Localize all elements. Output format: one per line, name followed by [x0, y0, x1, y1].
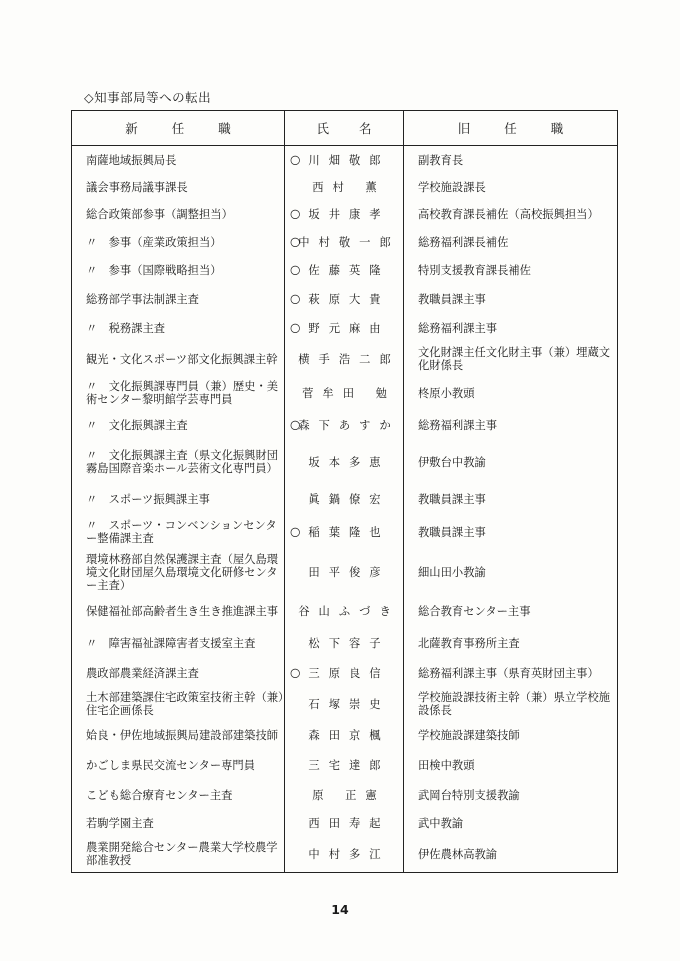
new-appointment-mark: ○	[290, 665, 301, 680]
name-cell	[285, 658, 404, 688]
person-name: 田平俊彦	[308, 565, 390, 579]
new-post-cell: 〃 文化振興課主査（県文化振興財団霧島国際音楽ホール芸術文化専門員）	[86, 449, 279, 475]
table-row	[72, 688, 618, 720]
table-row	[72, 284, 618, 314]
old-post-cell: 特別支援教育課長補佐	[404, 256, 618, 284]
name-cell	[285, 720, 404, 750]
table-row	[72, 594, 618, 628]
person-name: 森下あすか	[298, 418, 400, 432]
name-cell	[285, 484, 404, 514]
person-name: 森田京楓	[308, 728, 390, 742]
person-name: 西田寿起	[308, 816, 390, 830]
personnel-table	[71, 110, 618, 873]
table-row	[72, 256, 618, 284]
old-post-cell: 学校施設課長	[404, 174, 618, 200]
person-name: 菅牟田 勉	[302, 386, 396, 400]
new-appointment-mark: ○	[290, 152, 301, 167]
new-post-cell: 農政部農業経済課主査	[86, 666, 199, 680]
new-post-cell: 姶良・伊佐地域振興局建設部建築技師	[86, 728, 279, 742]
person-name: 西村 薫	[312, 180, 386, 194]
new-post-cell: 〃 税務課主査	[86, 321, 166, 335]
old-post-cell: 副教育長	[404, 146, 618, 175]
old-post-cell: 総合教育センター主事	[404, 594, 618, 628]
person-name: 坂井康孝	[308, 207, 390, 221]
name-cell	[285, 550, 404, 594]
name-cell	[285, 376, 404, 410]
old-post-cell: 田検中教頭	[404, 750, 618, 780]
old-post-cell: 武中教諭	[404, 810, 618, 836]
old-post-cell: 学校施設課技術主幹（兼）県立学校施設係長	[404, 688, 618, 720]
new-post-cell: 〃 スポーツ振興課主事	[86, 492, 210, 506]
table-row	[72, 810, 618, 836]
person-name: 松下容子	[308, 636, 390, 650]
new-appointment-mark: ○	[290, 291, 301, 306]
table-row	[72, 484, 618, 514]
name-cell	[285, 810, 404, 836]
header-row	[72, 111, 618, 146]
person-name: 坂本多恵	[308, 455, 390, 469]
old-post-cell: 高校教育課長補佐（高校振興担当）	[404, 200, 618, 228]
new-post-cell: 土木部建築課住宅政策室技術主幹（兼）住宅企画係長	[86, 691, 284, 717]
table-row	[72, 200, 618, 228]
old-post-cell: 教職員課主事	[404, 484, 618, 514]
person-name: 横手浩二郎	[298, 352, 400, 366]
old-post-cell: 柊原小教頭	[404, 376, 618, 410]
new-appointment-mark: ○	[290, 206, 301, 221]
new-post-cell: かごしま県民交流センター専門員	[86, 758, 256, 772]
person-name: 中村敬一郎	[298, 235, 400, 249]
person-name: 谷山ふづき	[298, 604, 400, 618]
new-appointment-mark: ○	[290, 320, 301, 335]
header-new-post: 新任職	[72, 111, 285, 146]
table-row	[72, 514, 618, 550]
table-row	[72, 780, 618, 810]
new-appointment-mark: ○	[290, 262, 301, 277]
name-cell	[285, 342, 404, 376]
new-post-cell: 観光・文化スポーツ部文化振興課主幹	[86, 352, 278, 366]
person-name: 稲葉隆也	[308, 525, 390, 539]
new-post-cell: 農業開発総合センター農業大学校農学部准教授	[86, 841, 278, 867]
old-post-cell: 教職員課主事	[404, 514, 618, 550]
new-post-cell: 議会事務局議事課長	[86, 180, 188, 194]
name-cell	[285, 284, 404, 314]
table-row	[72, 836, 618, 873]
person-name: 三原良信	[308, 666, 390, 680]
table-row	[72, 628, 618, 658]
new-post-cell: 環境林務部自然保護課主査（屋久島環境文化財団屋久島環境文化研修センター主査）	[86, 552, 279, 592]
person-name: 中村多江	[308, 847, 390, 861]
table-row	[72, 658, 618, 688]
old-post-cell: 武岡台特別支援教諭	[404, 780, 618, 810]
old-post-cell: 総務福利課主事	[404, 410, 618, 440]
name-cell	[285, 314, 404, 342]
table-row	[72, 174, 618, 200]
name-cell	[285, 594, 404, 628]
new-post-cell: 南薩地域振興局長	[86, 153, 177, 167]
new-appointment-mark: ○	[290, 524, 301, 539]
person-name: 萩原大貴	[308, 292, 390, 306]
old-post-cell: 伊敷台中教諭	[404, 440, 618, 484]
new-appointment-mark: ○	[290, 417, 301, 432]
old-post-cell: 伊佐農林高教諭	[404, 836, 618, 873]
old-post-cell: 学校施設課建築技師	[404, 720, 618, 750]
table-row	[72, 410, 618, 440]
header-name: 氏名	[285, 111, 404, 146]
name-cell	[285, 256, 404, 284]
person-name: 野元麻由	[308, 321, 390, 335]
name-cell	[285, 514, 404, 550]
old-post-cell: 総務福利課主事（県育英財団主事）	[404, 658, 618, 688]
new-post-cell: 総務部学事法制課主査	[86, 292, 199, 306]
old-post-cell: 教職員課主事	[404, 284, 618, 314]
table-row	[72, 314, 618, 342]
section-title: ◇知事部局等への転出	[84, 90, 212, 105]
name-cell	[285, 146, 404, 175]
table-row	[72, 720, 618, 750]
person-name: 佐藤英隆	[308, 263, 390, 277]
table-row	[72, 376, 618, 410]
old-post-cell: 総務福利課長補佐	[404, 228, 618, 256]
new-post-cell: 〃 参事（産業政策担当）	[86, 235, 222, 249]
new-post-cell: 若駒学園主査	[86, 816, 154, 830]
name-cell	[285, 628, 404, 658]
table-row	[72, 440, 618, 484]
new-post-cell: 〃 文化振興課専門員（兼）歴史・美術センター黎明館学芸専門員	[86, 380, 279, 406]
table-row	[72, 550, 618, 594]
name-cell	[285, 750, 404, 780]
new-post-cell: 〃 参事（国際戦略担当）	[86, 263, 222, 277]
new-post-cell: こども総合療育センター主査	[86, 788, 233, 802]
person-name: 原 正憲	[312, 788, 386, 802]
name-cell	[285, 200, 404, 228]
person-name: 三宅達郎	[308, 758, 390, 772]
name-cell	[285, 780, 404, 810]
old-post-cell: 総務福利課主事	[404, 314, 618, 342]
new-post-cell: 保健福祉部高齢者生き生き推進課主事	[86, 604, 279, 618]
new-post-cell: 〃 障害福祉課障害者支援室主査	[86, 636, 256, 650]
new-post-cell: 〃 スポーツ・コンベンションセンター整備課主査	[86, 519, 277, 545]
name-cell	[285, 410, 404, 440]
old-post-cell: 文化財課主任文化財主事（兼）埋蔵文化財係長	[404, 342, 618, 376]
new-post-cell: 〃 文化振興課主査	[86, 418, 188, 432]
person-name: 川畑敬郎	[308, 153, 390, 167]
page-number: 14	[331, 902, 349, 917]
name-cell	[285, 836, 404, 873]
person-name: 石塚崇史	[308, 697, 390, 711]
new-appointment-mark: ○	[290, 234, 301, 249]
name-cell	[285, 228, 404, 256]
table-row	[72, 750, 618, 780]
new-post-cell: 総合政策部参事（調整担当）	[86, 207, 233, 221]
header-old-post: 旧任職	[404, 111, 618, 146]
old-post-cell: 北薩教育事務所主査	[404, 628, 618, 658]
table-row	[72, 228, 618, 256]
name-cell	[285, 688, 404, 720]
table-row	[72, 146, 618, 175]
old-post-cell: 細山田小教諭	[404, 550, 618, 594]
person-name: 眞鍋僚宏	[308, 492, 390, 506]
name-cell	[285, 174, 404, 200]
name-cell	[285, 440, 404, 484]
table-row	[72, 342, 618, 376]
